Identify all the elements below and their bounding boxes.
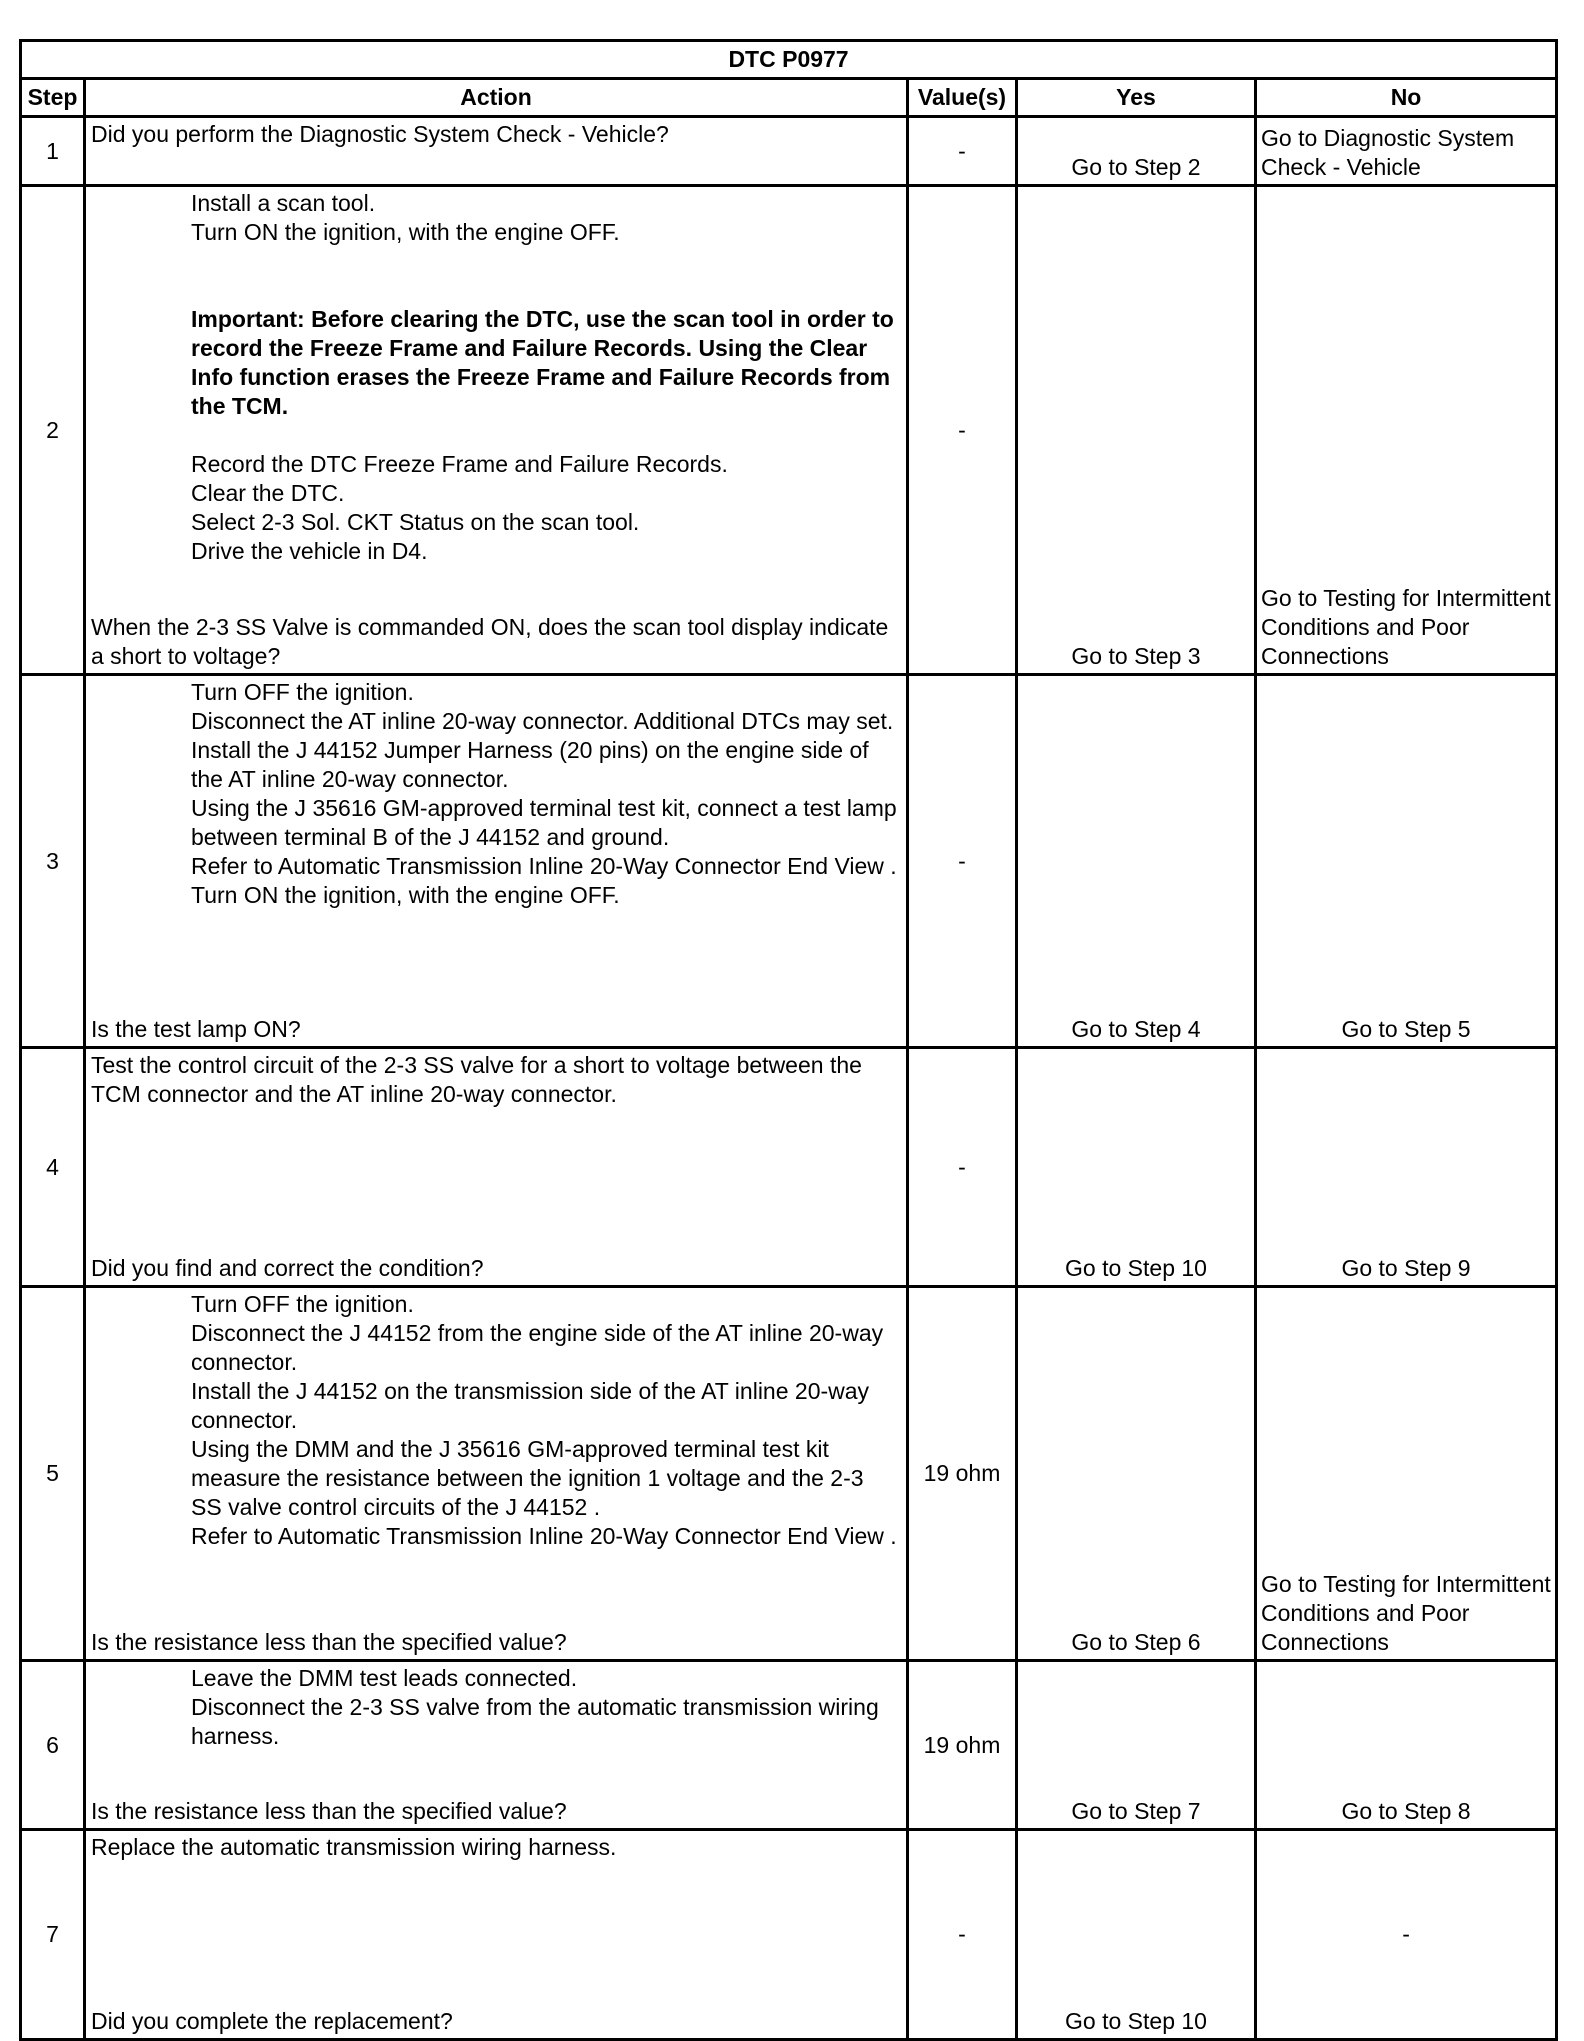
table-row-step-4 (21, 1048, 1557, 1287)
step-number: 6 (21, 1661, 85, 1830)
step-number: 5 (21, 1287, 85, 1661)
instruction-list (91, 1664, 900, 1751)
instruction: Using the J 35616 GM-approved terminal test kit, connect a test lamp between terminal B of the J 44152 and ground. (191, 795, 897, 850)
header-action: Action (85, 79, 908, 117)
instruction: Turn OFF the ignition. (191, 679, 414, 705)
step-question: Is the test lamp ON? (91, 1016, 301, 1042)
instruction: Disconnect the J 44152 from the engine side of the AT inline 20-way connector. (191, 1320, 884, 1375)
instruction: Clear the DTC. (191, 480, 345, 506)
step-number: 1 (21, 117, 85, 186)
table-row-step-5 (21, 1287, 1557, 1661)
table-row-step-6 (21, 1661, 1557, 1830)
instruction: Refer to Automatic Transmission Inline 20-Way Connector End View . (191, 1523, 897, 1549)
value-cell: 19 ohm (908, 1287, 1017, 1661)
header-row (21, 79, 1557, 117)
no-link[interactable]: Go to Step 9 (1256, 1048, 1557, 1287)
step-question: Is the resistance less than the specified value? (91, 1798, 567, 1824)
instruction: Turn ON the ignition, with the engine OFF. (191, 219, 620, 245)
action-cell (85, 1661, 908, 1830)
instruction: Select 2-3 Sol. CKT Status on the scan tool. (191, 509, 640, 535)
value-cell: - (908, 117, 1017, 186)
step-question: When the 2-3 SS Valve is commanded ON, does the scan tool display indicate a short to voltage? (91, 614, 889, 669)
table-row-step-3 (21, 675, 1557, 1048)
yes-link[interactable]: Go to Step 4 (1017, 675, 1256, 1048)
instruction: Install a scan tool. (191, 190, 376, 216)
instruction: Record the DTC Freeze Frame and Failure Records. (191, 451, 728, 477)
step-question: Did you complete the replacement? (91, 2008, 453, 2034)
instruction-list (91, 450, 900, 566)
value-cell: - (908, 186, 1017, 675)
header-step: Step (21, 79, 85, 117)
instruction-list (91, 678, 900, 910)
action-cell (85, 1287, 908, 1661)
action-cell (85, 117, 908, 186)
diagnostic-table (19, 39, 1558, 2041)
table-row-step-1 (21, 117, 1557, 186)
instruction: Disconnect the 2-3 SS valve from the automatic transmission wiring harness. (191, 1694, 879, 1749)
yes-link[interactable]: Go to Step 3 (1017, 186, 1256, 675)
title-row (21, 41, 1557, 79)
no-link[interactable]: Go to Testing for Intermittent Conditions and Poor Connections (1256, 186, 1557, 675)
value-cell: - (908, 675, 1017, 1048)
step-question: Did you find and correct the condition? (91, 1255, 484, 1281)
action-cell (85, 186, 908, 675)
instruction: Install the J 44152 Jumper Harness (20 pins) on the engine side of the AT inline 20-way connector. (191, 737, 869, 792)
instruction: Drive the vehicle in D4. (191, 538, 428, 564)
value-cell: - (908, 1830, 1017, 2040)
header-no: No (1256, 79, 1557, 117)
instruction: Refer to Automatic Transmission Inline 20-Way Connector End View . (191, 853, 897, 879)
action-cell (85, 1048, 908, 1287)
step-number: 2 (21, 186, 85, 675)
step-number: 4 (21, 1048, 85, 1287)
instruction: Leave the DMM test leads connected. (191, 1665, 578, 1691)
no-cell: - (1256, 1830, 1557, 2040)
instruction: Using the DMM and the J 35616 GM-approved terminal test kit measure the resistance between the ignition 1 voltage and the 2-3 SS valve control circuits of the J 44152 . (191, 1436, 864, 1520)
no-link[interactable]: Go to Diagnostic System Check - Vehicle (1256, 117, 1557, 186)
no-link[interactable]: Go to Testing for Intermittent Conditions and Poor Connections (1256, 1287, 1557, 1661)
table-row-step-2 (21, 186, 1557, 675)
yes-link[interactable]: Go to Step 2 (1017, 117, 1256, 186)
instruction: Turn OFF the ignition. (191, 1291, 414, 1317)
step-number: 3 (21, 675, 85, 1048)
step-question: Did you perform the Diagnostic System Check - Vehicle? (91, 121, 669, 147)
instruction: Disconnect the AT inline 20-way connector. Additional DTCs may set. (191, 708, 894, 734)
value-cell: - (908, 1048, 1017, 1287)
value-cell: 19 ohm (908, 1661, 1017, 1830)
instruction-list (91, 189, 900, 247)
step-question: Is the resistance less than the specified value? (91, 1629, 567, 1655)
action-text: Replace the automatic transmission wiring harness. (91, 1834, 617, 1860)
instruction: Turn ON the ignition, with the engine OFF. (191, 882, 620, 908)
table-title: DTC P0977 (21, 41, 1557, 79)
action-cell (85, 675, 908, 1048)
no-link[interactable]: Go to Step 8 (1256, 1661, 1557, 1830)
no-link[interactable]: Go to Step 5 (1256, 675, 1557, 1048)
yes-link[interactable]: Go to Step 7 (1017, 1661, 1256, 1830)
yes-link[interactable]: Go to Step 10 (1017, 1830, 1256, 2040)
step-number: 7 (21, 1830, 85, 2040)
action-text: Test the control circuit of the 2-3 SS valve for a short to voltage between the TCM connector and the AT inline 20-way connector. (91, 1052, 862, 1107)
header-yes: Yes (1017, 79, 1256, 117)
instruction: Install the J 44152 on the transmission side of the AT inline 20-way connector. (191, 1378, 870, 1433)
yes-link[interactable]: Go to Step 10 (1017, 1048, 1256, 1287)
important-note: Important: Before clearing the DTC, use the scan tool in order to record the Freeze Frame and Failure Records. Using the Clear Info function erases the Freeze Frame and Failure Records from the TCM. (191, 306, 894, 419)
action-cell (85, 1830, 908, 2040)
table-row-step-7 (21, 1830, 1557, 2040)
yes-link[interactable]: Go to Step 6 (1017, 1287, 1256, 1661)
instruction-list (91, 1290, 900, 1551)
header-values: Value(s) (908, 79, 1017, 117)
